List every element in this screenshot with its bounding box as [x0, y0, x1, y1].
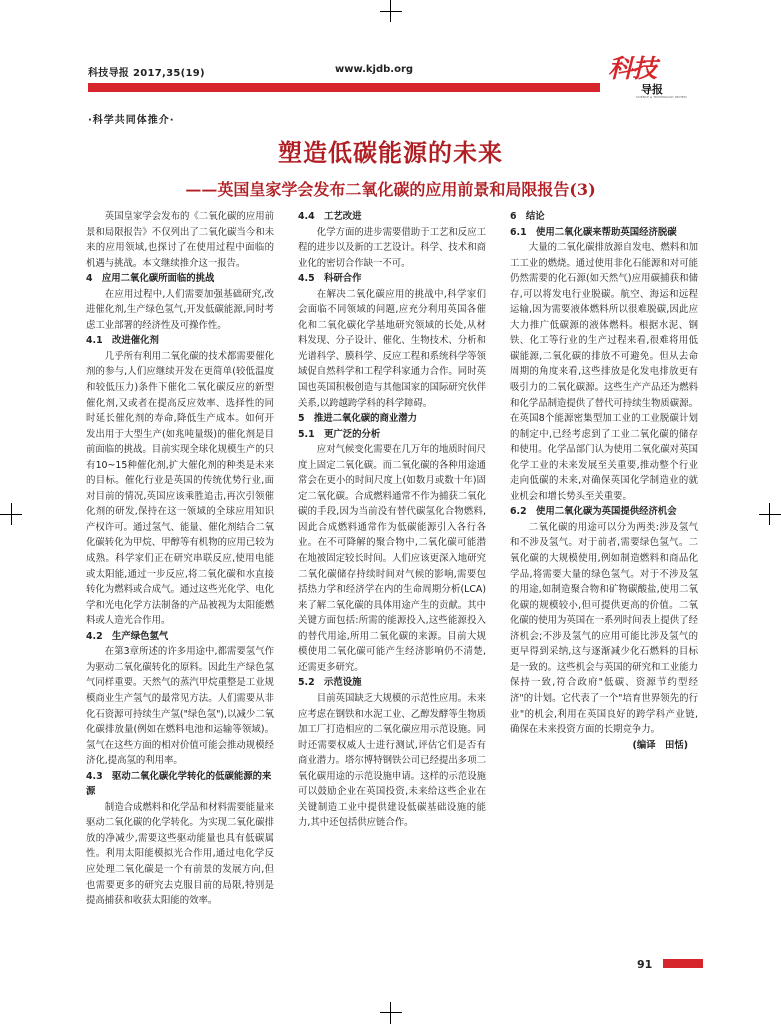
- subsection-heading: 4.4 工艺改进: [298, 211, 362, 222]
- body-paragraph: 在解决二氧化碳应用的挑战中,科学家们会面临不同领域的问题,应充分利用英国各催化和二氧化碳化学基地研究领域的长处,从材料发现、分子设计、催化、生物技术、分析和光谱科学、膜科学、反应工程和系统科学等领域促自然科学和工程学科家通力合作。同时英国也英国积极创造与其他国家的国际研究伙伴关系,以跨越跨学科的科学障碍。: [298, 288, 486, 409]
- text-column-1: [86, 209, 274, 944]
- intro-paragraph: 英国皇家学会发布的《二氧化碳的应用前景和局限报告》不仅列出了二氧化碳当今和未来的应用领域,也探讨了在使用过程中面临的机遇与挑战。本文继续推介这一报告。: [86, 211, 274, 269]
- logo-sub-text: 导报: [641, 83, 663, 96]
- text-column-2: [298, 209, 486, 944]
- page-number: 91: [637, 958, 653, 971]
- subsection-heading: 5.2 示范设施: [298, 677, 362, 689]
- subsection-heading: 4.1 改进催化剂: [86, 335, 159, 347]
- website-url[interactable]: www.kjdb.org: [335, 64, 414, 75]
- body-paragraph: 目前英国缺乏大规模的示范性应用。未来应考虑在钢铁和水泥工业、乙醇发酵等生物质加工厂打造相应的二氧化碳应用示范设施。同时还需要权威人士进行测试,评估它们是否有商业潜力。塔尔博特钢铁公司已经提出多项二氧化碳用途的示范设施申请。这样的示范设施可以鼓励企业在英国投资,未来给这些企业在关键制造工业中提供建设低碳基础设施的能力,其中还包括供应链合作。: [298, 692, 486, 829]
- crop-mark: [380, 1012, 402, 1013]
- body-paragraph: 应对气候变化需要在几万年的地质时间尺度上固定二氧化碳。而二氧化碳的各种用途通常会在更小的时间尺度上(如数月或数十年)固定二氧化碳。合成燃料通常不作为捕获二氧化碳的手段,因为当前没有替代碳氢化合物燃料,因此合成燃料通常作为低碳能源引入各行各业。在不可降解的聚合物中,二氧化碳可能潜在地被固定较长时间。人们应该更深入地研究二氧化碳储存持续时间对气候的影响,需要包括热力学和经济学在内的生命周期分析(LCA)来了解二氧化碳的具体用途产生的贡献。其中关键方面包括:所需的能源投入,这些能源投入的替代用途,所用二氧化碳的来源。目前大规模使用二氧化碳可能产生经济影响仍不清楚,还需更多研究。: [298, 444, 486, 673]
- journal-logo: [608, 56, 688, 100]
- crop-mark: [380, 11, 402, 12]
- subsection-heading: 5.1 更广泛的分析: [298, 428, 381, 440]
- crop-mark: [390, 1002, 391, 1024]
- body-paragraph: 在应用过程中,人们需要加强基础研究,改进催化剂,生产绿色氢气,开发低碳能源,同时考虑工业部署的经济性及可操作性。: [86, 288, 274, 331]
- section-heading: 4 应用二氧化碳所面临的挑战: [86, 273, 215, 285]
- article-title: 塑造低碳能源的未来: [278, 138, 503, 167]
- logo-tagline: SCIENCE & TECHNOLOGY REVIEW: [636, 95, 687, 99]
- journal-issue: 科技导报 2017,35(19): [88, 68, 205, 79]
- logo-main-text: 科技: [608, 54, 657, 83]
- subsection-heading: 4.3 驱动二氧化碳化学转化的低碳能源的来源: [86, 770, 272, 798]
- section-heading: 6 结论: [510, 211, 545, 222]
- subsection-heading: 4.2 生产绿色氢气: [86, 630, 169, 642]
- subsection-heading: 6.1 使用二氧化碳来帮助英国经济脱碳: [510, 226, 677, 238]
- column-tag: ·科学共同体推介·: [88, 115, 175, 126]
- body-paragraph: 在第3章所述的许多用途中,都需要氢气作为驱动二氧化碳转化的原料。因此生产绿色氢气同样重要。天然气的蒸汽甲烷重整是工业规模商业生产氢气的最常见方法。人们需要从非化石资源可持续生产氢("绿色氢"),以减少二氧化碳排放量(例如在燃料电池和运输等领域)。氢气在这些方面的相对价值可能会推动规模经济化,提高氢的利用率。: [86, 646, 274, 767]
- body-paragraph: 几乎所有利用二氧化碳的技术都需要催化剂的参与,人们应继续开发在更简单(较低温度和较低压力)条件下催化二氧化碳反应的新型催化剂,又或者在提高反应效率、选择性的同时延长催化剂的寿命,降低生产成本。如何开发出用于大型生产(如兆吨量级)的催化剂是目前面临的挑战。目前实现全球化规模生产的只有10~15种催化剂,扩大催化剂的种类是未来的目标。催化行业是英国的传统优势行业,面对目前的情况,英国应该乘胜追击,再次引领催化剂的研发,保持在这一领域的全球应用知识产权许可。通过氢气、能量、催化剂结合二氧化碳转化为甲烷、甲醇等有机物的应用已较为成熟。科学家们正在研究串联反应,使用电能或太阳能,通过一步反应,将二氧化碳和水直接转化为燃料或合成气。通过这些光化学、电化学和光电化学方法制备的产品被视为太阳能燃料或人造光合作用。: [86, 350, 274, 627]
- body-paragraph: 制造合成燃料和化学品和材料需要能量来驱动二氧化碳的化学转化。为实现二氧化碳排放的净减少,需要这些驱动能量也具有低碳属性。利用太阳能模拟光合作用,通过电化学反应处理二氧化碳是一个有前景的发展方向,但也需要更多的研究去克服目前的局限,特别是提高捕获和收获太阳能的效率。: [86, 801, 274, 907]
- body-paragraph: 化学方面的进步需要借助于工艺和反应工程的进步以及新的工艺设计。科学、技术和商业化的密切合作缺一不可。: [298, 226, 486, 269]
- body-paragraph: 二氧化碳的用途可以分为两类:涉及氢气和不涉及氢气。对于前者,需要绿色氢气。二氧化碳的大规模使用,例如制造燃料和商品化学品,将需要大量的绿色氢气。对于不涉及氢的用途,如制造聚合物和矿物碳酸盐,使用二氧化碳的规模较小,但可提供更高的价值。二氧化碳的使用为英国在一系列时间表上提供了经济机会;不涉及氢气的应用可能比涉及氢气的更早得到采纳,这与逐渐减少化石燃料的目标是一致的。这些机会与英国的研究和工业能力保持一致,符合政府"低碳、资源节约型经济"的计划。它代表了一个"培育世界领先的行业"的机会,利用在英国良好的跨学科产业链,确保在未来投资方面的长期竞争力。: [510, 521, 698, 736]
- footer-red-bar: [663, 959, 703, 968]
- crop-mark: [11, 503, 12, 525]
- crop-mark: [769, 503, 770, 525]
- header-red-bar: [88, 83, 600, 92]
- body-paragraph: 大量的二氧化碳排放源自发电、燃料和加工工业的燃烧。通过使用非化石能源和对可能仍然需要的化石源(如天然气)应用碳捕获和储存,可以将发电行业脱碳。航空、海运和远程运输,因为需要液体燃料所以很难脱碳,因此应大力推广低碳源的液体燃料。根据水泥、钢铁、化工等行业的生产过程来看,很难将用低碳能源,二氧化碳的排放不可避免。但从去命周期的角度来看,这些排放是化发电排放更有吸引力的二氧化碳源。这些生产产品还为燃料和化学品制造提供了替代可持续生物质碳源。在英国8个能源密集型加工业的工业脱碳计划的制定中,已经考虑到了工业二氧化碳的储存和使用。化学品部门认为使用二氧化碳对英国化学工业的未来发展至关重要,推动整个行业走向低碳的未来,对确保英国化学制造业的就业机会和增长势头至关重要。: [510, 242, 698, 502]
- section-heading: 5 推进二氧化碳的商业潜力: [298, 413, 418, 425]
- editor-signature: (编译 田恬): [632, 739, 688, 751]
- article-subtitle: ——英国皇家学会发布二氧化碳的应用前景和局限报告(3): [185, 180, 596, 199]
- subsection-heading: 6.2 使用二氧化碳为英国提供经济机会: [510, 506, 677, 518]
- text-column-3: [510, 209, 698, 944]
- subsection-heading: 4.5 科研合作: [298, 273, 362, 285]
- crop-mark: [759, 514, 781, 515]
